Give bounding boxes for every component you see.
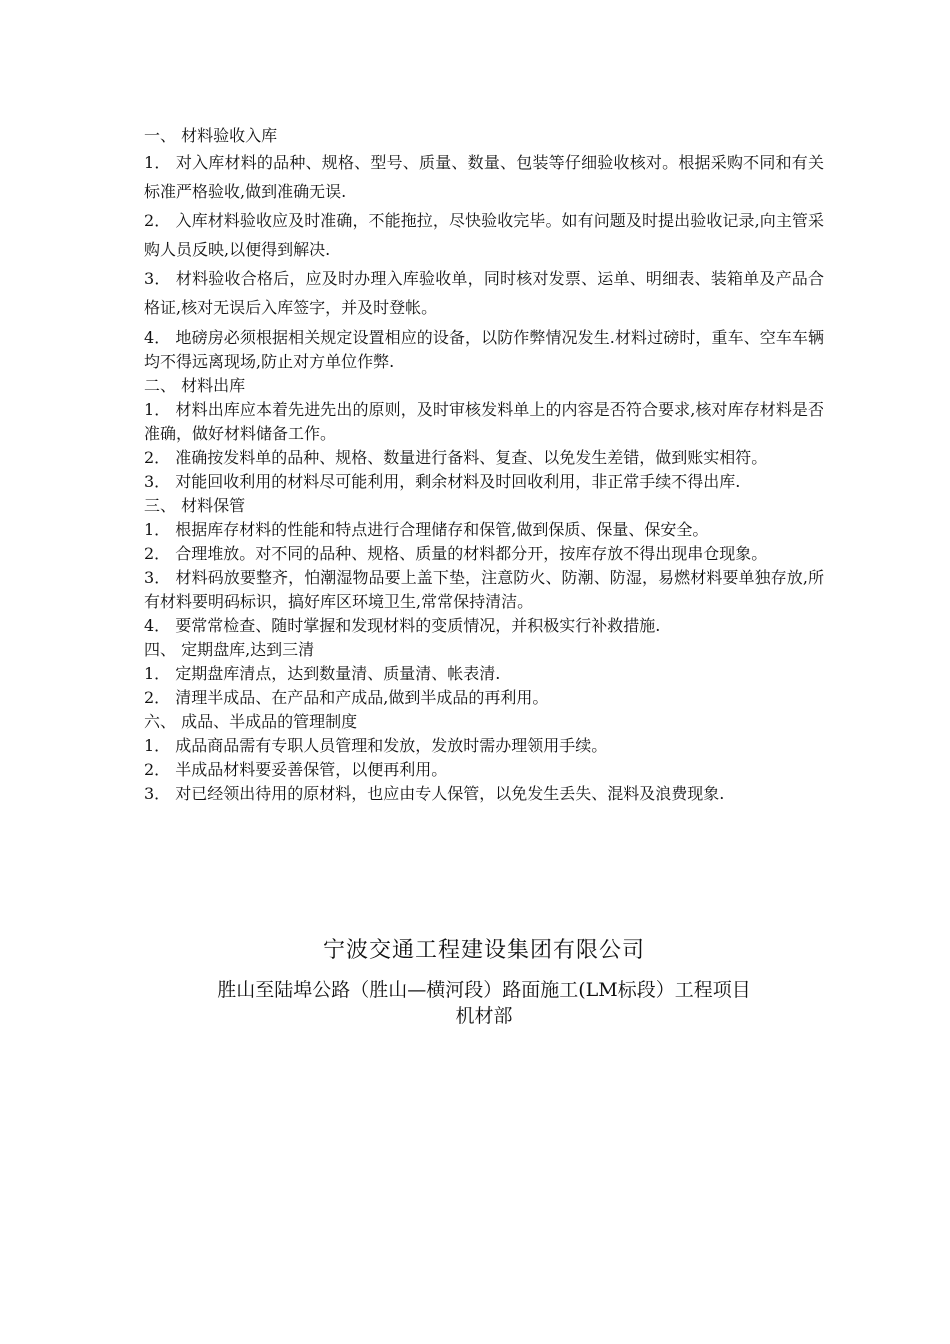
section-title: 一、 材料验收入库 — [144, 126, 278, 145]
clause: 2． 合理堆放。对不同的品种、规格、质量的材料都分开，按库存放不得出现串仓现象。 — [144, 544, 768, 563]
clause: 2． 准确按发料单的品种、规格、数量进行备料、复查、以免发生差错，做到账实相符。 — [144, 448, 768, 467]
clause: 2． 半成品材料要妥善保管，以便再利用。 — [144, 760, 448, 779]
section-title: 二、 材料出库 — [144, 376, 246, 395]
section-title: 六、 成品、半成品的管理制度 — [144, 712, 358, 731]
clause: 1． 对入库材料的品种、规格、型号、质量、数量、包装等仔细验收核对。根据采购不同和有关标准严格验收,做到准确无误. — [144, 153, 824, 201]
clause: 3． 材料验收合格后，应及时办理入库验收单，同时核对发票、运单、明细表、装箱单及产品合格证,核对无误后入库签字，并及时登帐。 — [144, 269, 824, 317]
signature-block — [144, 935, 824, 1029]
clause: 1． 定期盘库清点，达到数量清、质量清、帐表清. — [144, 664, 501, 683]
department-name: 机材部 — [455, 1005, 513, 1027]
section-inventory-check — [144, 638, 824, 710]
document-body — [144, 124, 824, 806]
clause: 2． 入库材料验收应及时准确，不能拖拉，尽快验收完毕。如有问题及时提出验收记录,向主管采购人员反映,以便得到解决. — [144, 211, 824, 259]
section-material-storage — [144, 494, 824, 638]
clause: 3． 对已经领出待用的原材料，也应由专人保管，以免发生丢失、混料及浪费现象. — [144, 784, 725, 803]
section-title: 四、 定期盘库,达到三清 — [144, 640, 315, 659]
section-product-management — [144, 710, 824, 806]
project-name: 胜山至陆埠公路（胜山—横河段）路面施工(LM标段）工程项目 — [217, 979, 751, 1001]
clause: 1． 根据库存材料的性能和特点进行合理储存和保管,做到保质、保量、保安全。 — [144, 520, 709, 539]
clause: 1． 成品商品需有专职人员管理和发放，发放时需办理领用手续。 — [144, 736, 608, 755]
clause: 2． 清理半成品、在产品和产成品,做到半成品的再利用。 — [144, 688, 549, 707]
section-title: 三、 材料保管 — [144, 496, 246, 515]
clause: 3． 材料码放要整齐，怕潮湿物品要上盖下垫，注意防火、防潮、防湿，易燃材料要单独存放,所有材料要明码标识，搞好库区环境卫生,常常保持清洁。 — [144, 568, 824, 611]
section-material-acceptance — [144, 124, 824, 374]
clause: 4． 要常常检查、随时掌握和发现材料的变质情况，并积极实行补救措施. — [144, 616, 661, 635]
clause: 1． 材料出库应本着先进先出的原则，及时审核发料单上的内容是否符合要求,核对库存材料是否准确，做好材料储备工作。 — [144, 400, 824, 443]
section-material-outbound — [144, 374, 824, 494]
company-name: 宁波交通工程建设集团有限公司 — [322, 938, 645, 963]
clause: 4． 地磅房必须根据相关规定设置相应的设备，以防作弊情况发生.材料过磅时，重车、空车车辆均不得远离现场,防止对方单位作弊. — [144, 328, 824, 371]
clause: 3． 对能回收利用的材料尽可能利用，剩余材料及时回收利用，非正常手续不得出库. — [144, 472, 741, 491]
